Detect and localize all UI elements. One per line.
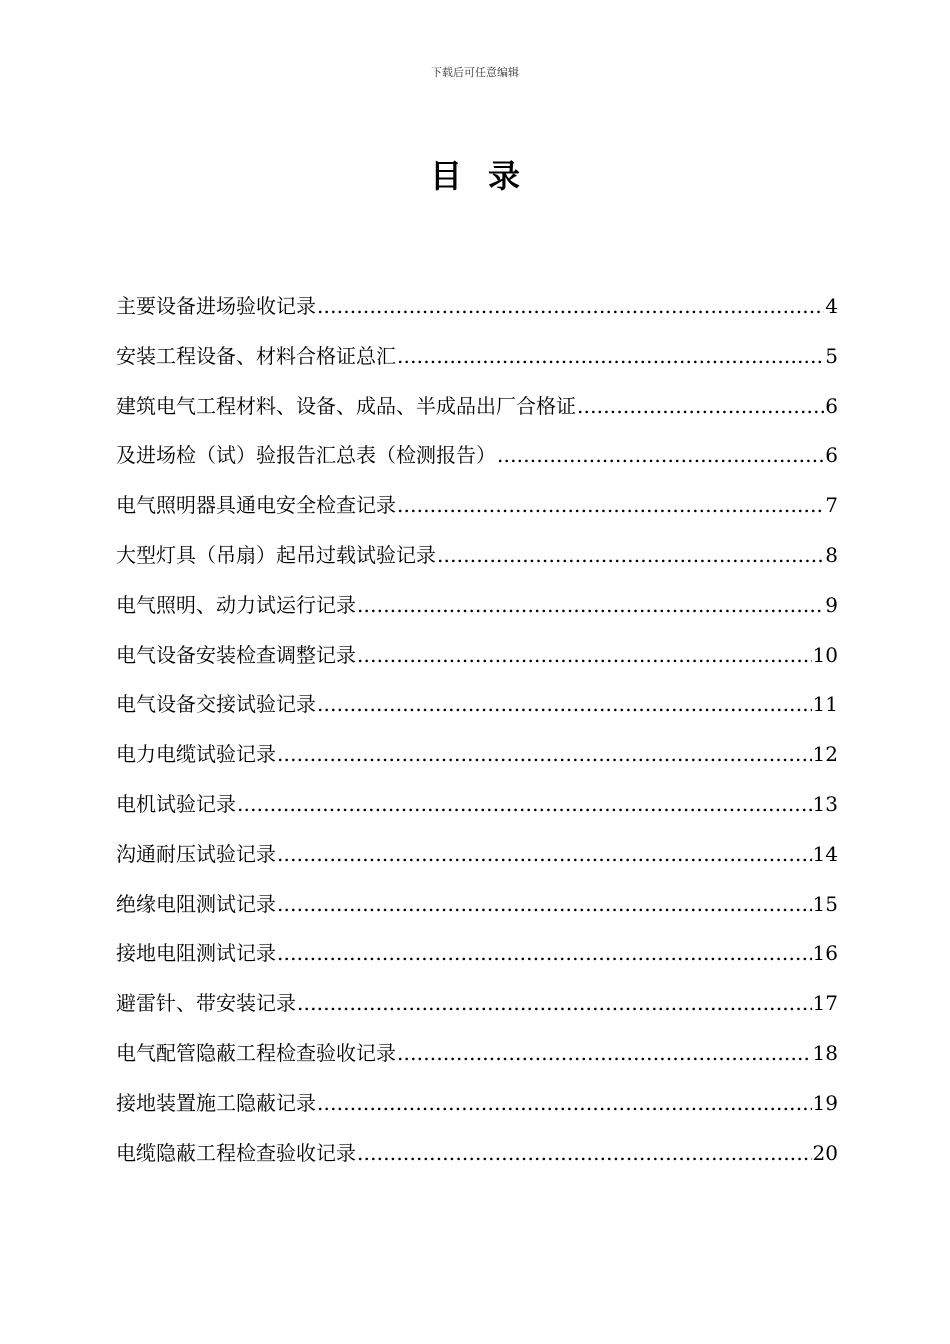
toc-page-number: 13 [812,791,838,816]
toc-page-number: 10 [812,642,838,667]
toc-entry-title: 电气照明器具通电安全检查记录 [116,493,396,518]
toc-entry-title: 电机试验记录 [116,791,236,816]
toc-page-number: 18 [812,1040,838,1065]
toc-entry-title: 电气照明、动力试运行记录 [116,592,356,617]
toc-dot-leader [437,531,824,581]
toc-page-number: 9 [825,592,838,617]
toc-entry-title: 主要设备进场验收记录 [116,294,316,318]
page-title: 目录 [429,157,546,195]
toc-entry[interactable] [116,282,838,332]
toc-page-number: 17 [812,991,838,1016]
toc-page-number: 12 [812,742,838,767]
toc-dot-leader [397,481,824,531]
header-note: 下载后可任意编辑 [431,66,519,79]
toc-page-number: 20 [812,1140,838,1165]
toc-page-number: 16 [812,941,838,966]
toc-page-number: 15 [812,891,838,916]
toc-entry[interactable] [116,880,838,930]
toc-dot-leader [357,631,812,681]
toc-page-number: 14 [812,841,838,866]
toc-dot-leader [277,830,812,880]
toc-entry-title: 电气设备安装检查调整记录 [116,642,356,667]
toc-entry[interactable] [116,979,838,1029]
toc-page-number: 6 [825,443,838,468]
toc-entry-title: 接地装置施工隐蔽记录 [116,1090,316,1115]
toc-entry-title: 电气配管隐蔽工程检查验收记录 [116,1040,396,1065]
toc-entry-title: 大型灯具（吊扇）起吊过载试验记录 [116,542,436,567]
toc-entry[interactable] [116,680,838,730]
toc-dot-leader [317,1079,812,1129]
toc-entry[interactable] [116,481,838,531]
toc-entry[interactable] [116,382,838,432]
toc-dot-leader [357,581,824,631]
toc-entry[interactable] [116,1129,838,1179]
toc-entry[interactable] [116,332,838,382]
toc-page-number: 7 [825,493,838,518]
toc-entry-title: 安装工程设备、材料合格证总汇 [116,343,396,368]
toc-page-number: 4 [825,294,838,318]
toc-entry[interactable] [116,581,838,631]
toc-page-number: 11 [812,692,838,717]
toc-entry[interactable] [116,1029,838,1079]
table-of-contents [116,282,838,1178]
toc-entry-title: 避雷针、带安装记录 [116,991,296,1016]
toc-entry-title: 绝缘电阻测试记录 [116,891,276,916]
toc-entry[interactable] [116,1079,838,1129]
toc-page-number: 8 [825,542,838,567]
toc-entry[interactable] [116,531,838,581]
toc-dot-leader [317,680,812,730]
toc-entry-title: 电缆隐蔽工程检查验收记录 [116,1140,356,1165]
toc-dot-leader [497,431,824,481]
toc-entry-title: 建筑电气工程材料、设备、成品、半成品出厂合格证 [116,393,576,418]
toc-entry[interactable] [116,780,838,830]
toc-page-number: 5 [825,343,838,368]
toc-page-number: 19 [812,1090,838,1115]
toc-entry-title: 沟通耐压试验记录 [116,841,276,866]
toc-entry-title: 电力电缆试验记录 [116,742,276,767]
toc-dot-leader [357,1129,812,1179]
toc-entry-title: 及进场检（试）验报告汇总表（检测报告） [116,443,496,468]
toc-entry-title: 电气设备交接试验记录 [116,692,316,717]
toc-dot-leader [277,929,812,979]
toc-entry[interactable] [116,929,838,979]
toc-dot-leader [277,730,812,780]
toc-page-number: 6 [825,393,838,418]
toc-dot-leader [317,282,824,332]
toc-dot-leader [297,979,812,1029]
toc-entry[interactable] [116,730,838,780]
toc-dot-leader [577,382,824,432]
toc-entry[interactable] [116,830,838,880]
toc-entry-title: 接地电阻测试记录 [116,941,276,966]
toc-dot-leader [397,1029,812,1079]
toc-entry[interactable] [116,431,838,481]
toc-dot-leader [237,780,812,830]
toc-entry[interactable] [116,631,838,681]
toc-dot-leader [277,880,812,930]
toc-dot-leader [397,332,824,382]
